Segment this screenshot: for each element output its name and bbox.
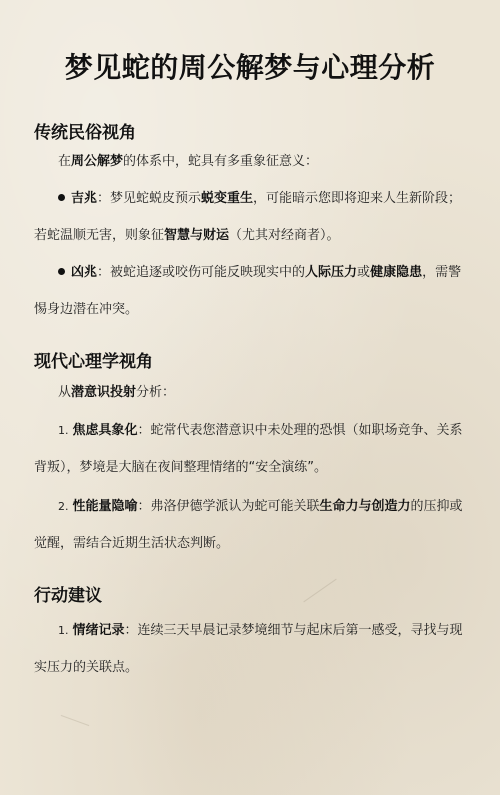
bullet-icon <box>58 194 65 201</box>
section-intro-traditional: 在周公解梦的体系中，蛇具有多重象征意义： <box>58 154 319 169</box>
list-item-inauspicious: 凶兆：被蛇追逐或咬伤可能反映现实中的人际压力或健康隐患，需警惕身边潜在冲突。 <box>34 265 462 317</box>
section-heading-psychology: 现代心理学视角 <box>34 352 153 372</box>
paper-scratch <box>303 579 336 603</box>
page-title: 梦见蛇的周公解梦与心理分析 <box>64 51 436 84</box>
section-intro-psychology: 从潜意识投射分析： <box>58 385 176 400</box>
bullet-icon <box>58 268 65 275</box>
list-item-auspicious: 吉兆：梦见蛇蜕皮预示蜕变重生，可能暗示您即将迎来人生新阶段；若蛇温顺无害，则象征智慧与财运（尤其对经商者）。 <box>34 191 462 243</box>
section-heading-actions: 行动建议 <box>34 586 102 606</box>
paper-scratch <box>61 715 90 726</box>
section-heading-traditional: 传统民俗视角 <box>34 123 136 143</box>
list-item-anxiety: 1. 焦虑具象化：蛇常代表您潜意识中未处理的恐惧（如职场竞争、关系背叛），梦境是大脑在夜间整理情绪的“安全演练”。 <box>34 423 463 475</box>
list-item-sexual-energy: 2. 性能量隐喻：弗洛伊德学派认为蛇可能关联生命力与创造力的压抑或觉醒，需结合近期生活状态判断。 <box>34 499 463 551</box>
list-item-emotion-log: 1. 情绪记录：连续三天早晨记录梦境细节与起床后第一感受，寻找与现实压力的关联点。 <box>34 623 463 675</box>
